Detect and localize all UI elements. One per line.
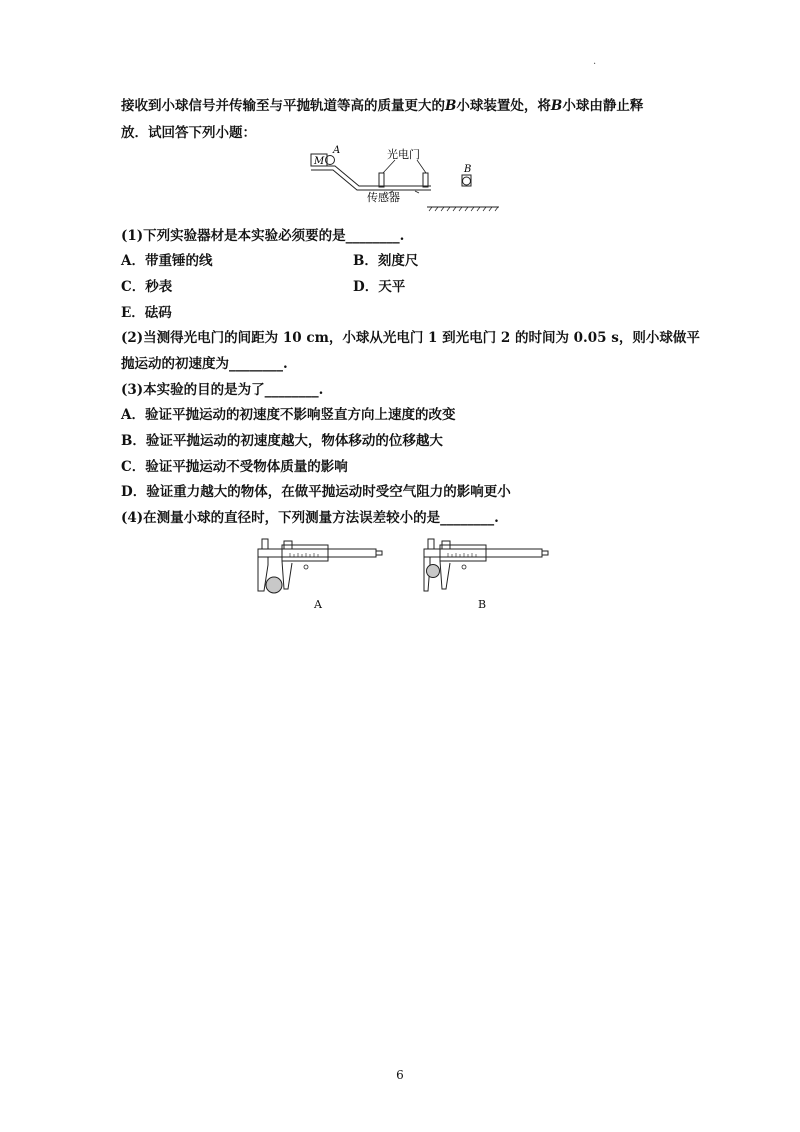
caption-b: B xyxy=(478,598,487,611)
caliper-a-screw xyxy=(304,565,308,569)
caliper-b-upper-jaws xyxy=(428,539,450,549)
intro-text-e: 小球由静止释 xyxy=(562,98,644,114)
intro-text-c: 小球装置处，将 xyxy=(456,98,551,114)
q2-line-1: (2)当测得光电门的间距为 10 cm，小球从光电门 1 到光电门 2 的时间为 0.05 s，则小球做平 xyxy=(121,330,700,346)
q3-option-d: D．验证重力越大的物体，在做平抛运动时受空气阻力的影响更小 xyxy=(121,484,511,500)
q1-option-a: A．带重锤的线 xyxy=(121,253,213,269)
q1-option-c: C．秒表 xyxy=(121,279,173,295)
label-m: M xyxy=(314,156,325,167)
gate-pointer-lines xyxy=(383,160,426,173)
q4-stem: (4)在测量小球的直径时，下列测量方法误差较小的是________. xyxy=(121,510,499,526)
caption-a: A xyxy=(314,598,322,611)
photogate-1 xyxy=(379,173,384,187)
page-number: 6 xyxy=(396,1068,404,1082)
caliper-a-end xyxy=(376,551,382,555)
intro-line-1 xyxy=(121,97,643,115)
caliper-b-screw xyxy=(462,565,466,569)
intro-text-d: B xyxy=(550,98,563,114)
caliper-a-beam xyxy=(258,549,376,557)
q1-stem: (1)下列实验器材是本实验必须要的是________. xyxy=(121,228,405,244)
q2-line-2: 抛运动的初速度为________. xyxy=(121,356,288,372)
caliper-a-ball xyxy=(266,577,282,593)
ground-hatch xyxy=(429,207,498,211)
caliper-b-vernier xyxy=(440,545,486,561)
label-sensor: 传感器 xyxy=(367,191,400,204)
corner-mark: . xyxy=(593,56,597,67)
label-b: B xyxy=(464,164,472,175)
q1-option-d: D．天平 xyxy=(353,279,406,295)
label-photogate: 光电门 xyxy=(387,148,420,161)
q3-option-b: B．验证平抛运动的初速度越大，物体移动的位移越大 xyxy=(121,433,443,449)
photogate-2 xyxy=(423,173,428,187)
caliper-a-scale xyxy=(290,553,318,557)
intro-line-2: 放．试回答下列小题： xyxy=(121,125,256,141)
q3-option-a: A．验证平抛运动的初速度不影响竖直方向上速度的改变 xyxy=(121,407,456,423)
caliper-b-end xyxy=(542,551,548,555)
intro-text-a: 接收到小球信号并传输至与平抛轨道等高的质量更大的 xyxy=(121,98,445,114)
q3-stem: (3)本实验的目的是为了________. xyxy=(121,382,324,398)
q1-option-e: E．砝码 xyxy=(121,305,172,321)
caliper-a-upper-jaws xyxy=(262,539,292,549)
caliper-b-ball xyxy=(427,565,440,578)
experiment-diagram xyxy=(305,143,505,213)
q1-option-b: B．刻度尺 xyxy=(353,253,419,269)
caliper-figure-a xyxy=(248,535,388,599)
q3-option-c: C．验证平抛运动不受物体质量的影响 xyxy=(121,459,348,475)
caliper-figure-b xyxy=(414,535,554,599)
ball-b xyxy=(463,177,471,185)
caliper-b-scale xyxy=(448,553,476,557)
track-top xyxy=(311,166,431,186)
intro-text-b: B xyxy=(445,98,457,114)
track-bottom xyxy=(311,170,431,190)
label-a: A xyxy=(333,145,341,156)
caliper-a-vernier xyxy=(282,545,328,561)
caliper-b-beam xyxy=(424,549,542,557)
